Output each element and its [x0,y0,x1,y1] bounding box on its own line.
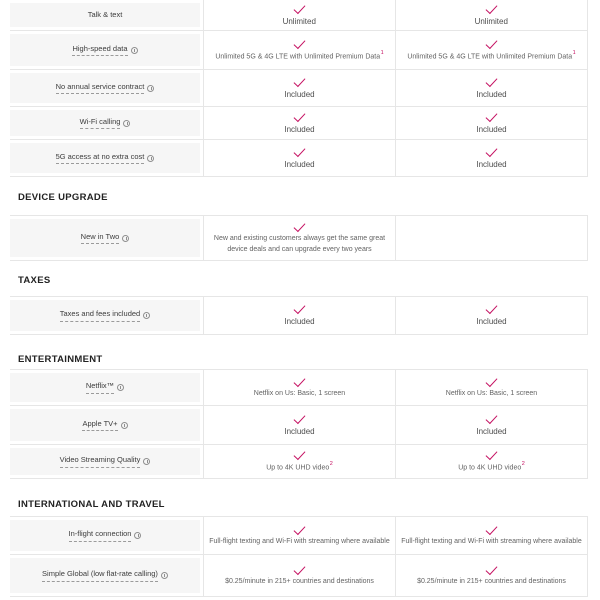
cell-value-text: Unlimited [282,16,316,26]
plan1-cell [203,70,395,106]
section-title: DEVICE UPGRADE [18,192,108,203]
check-icon [294,563,306,575]
check-icon [294,110,306,122]
cell-value-text: $0.25/minute in 215+ countries and destinations [417,577,566,585]
cell-value [208,234,392,254]
feature-label[interactable]: Wi-Fi calling [80,117,121,129]
cell-value-text: Full-flight texting and Wi-Fi with streaming where available [401,537,582,545]
section-title: ENTERTAINMENT [18,354,103,365]
plan1-cell [203,0,395,30]
feature-label[interactable]: 5G access at no extra cost [56,152,145,164]
cell-value-text: Up to 4K UHD video [458,464,522,472]
feature-cell [10,297,203,334]
plan2-cell [395,445,588,478]
info-icon[interactable] [147,155,154,162]
cell-value [476,89,506,101]
plan1-cell [203,370,395,405]
info-icon[interactable] [161,572,168,579]
table-row [10,370,588,405]
check-icon [486,110,498,122]
plan2-cell [395,370,588,405]
cell-value-text: Netflix on Us: Basic, 1 screen [253,389,346,397]
feature-cell [10,31,203,69]
feature-cell [10,555,203,596]
cell-value [283,16,317,28]
info-icon[interactable] [121,422,128,429]
cell-value-text: Included [284,426,315,436]
plan1-cell [203,31,395,69]
cell-value-text: $0.25/minute in 215+ countries and destinations [225,577,374,585]
info-icon[interactable] [123,120,130,127]
check-icon [294,2,306,14]
feature-label[interactable]: Taxes and fees included [60,309,140,321]
cell-value-text: Included [284,124,315,134]
cell-value [284,159,314,171]
check-icon [294,302,306,314]
footnote-marker[interactable]: 1 [572,49,576,56]
check-icon [294,523,306,535]
plan2-cell [395,555,588,596]
cell-value [401,537,582,547]
info-icon[interactable] [143,312,150,319]
cell-value-text: Included [284,159,315,169]
cell-value-text: Unlimited [474,16,508,26]
feature-label[interactable]: Simple Global (low flat-rate calling) [42,569,158,581]
cell-value [417,577,566,587]
plan1-cell [203,140,395,176]
plan2-cell [395,107,588,139]
table-row [10,69,588,106]
feature-label[interactable]: Netflix™ [86,381,114,393]
feature-cell [10,140,203,176]
cell-value [476,124,506,136]
table-row [10,405,588,444]
cell-value-text: Netflix on Us: Basic, 1 screen [445,389,538,397]
cell-value-text: Included [284,317,315,327]
section-title: INTERNATIONAL AND TRAVEL [18,499,165,510]
comparison-table-section [10,296,588,335]
cell-value-text: Included [284,89,315,99]
plan1-cell [203,517,395,554]
info-icon[interactable] [147,85,154,92]
plan1-cell [203,555,395,596]
info-icon[interactable] [131,47,138,54]
feature-cell [10,70,203,106]
cell-value [476,159,506,171]
check-icon [294,75,306,87]
cell-value [266,462,333,473]
cell-value-text: Unlimited 5G & 4G LTE with Unlimited Premium Data [407,53,573,61]
feature-cell [10,216,203,260]
check-icon [486,37,498,49]
footnote-marker[interactable]: 2 [329,461,333,468]
check-icon [486,563,498,575]
cell-value [254,389,345,399]
plan2-cell [395,406,588,444]
plan1-cell [203,107,395,139]
cell-value [215,51,383,62]
plan1-cell [203,216,395,260]
feature-label[interactable]: No annual service contract [56,82,145,94]
comparison-table-section [10,0,588,177]
plan2-cell [395,31,588,69]
feature-cell [10,107,203,139]
plan2-cell [395,216,588,260]
plan2-cell [395,297,588,334]
comparison-table-section [10,215,588,261]
cell-value [476,426,506,438]
cell-value-text: Included [476,89,507,99]
check-icon [294,220,306,232]
cell-value-text: Included [476,159,507,169]
table-row [10,216,588,260]
check-icon [294,412,306,424]
plan1-cell [203,406,395,444]
table-row [10,554,588,596]
cell-value-text: Included [476,426,507,436]
section-title: TAXES [18,275,51,286]
info-icon[interactable] [134,532,141,539]
cell-value [476,316,506,328]
check-icon [294,375,306,387]
feature-label[interactable]: High-speed data [72,44,127,56]
comparison-table-section [10,369,588,479]
table-row [10,139,588,176]
check-icon [294,37,306,49]
check-icon [486,145,498,157]
plan2-cell [395,0,588,30]
feature-label: Talk & text [87,9,123,19]
cell-value-text: Up to 4K UHD video [266,464,330,472]
feature-label[interactable]: In-flight connection [69,529,132,541]
check-icon [486,75,498,87]
cell-value [225,577,374,587]
footnote-marker[interactable]: 2 [521,461,525,468]
table-row [10,517,588,554]
comparison-table-section [10,516,588,597]
cell-value [475,16,509,28]
cell-value [458,462,525,473]
cell-value-text: Included [476,317,507,327]
info-icon[interactable] [122,235,129,242]
check-icon [294,448,306,460]
feature-cell [10,517,203,554]
footnote-marker[interactable]: 1 [380,49,384,56]
table-row [10,30,588,69]
plan2-cell [395,517,588,554]
cell-value [284,426,314,438]
check-icon [486,523,498,535]
check-icon [486,375,498,387]
table-row [10,0,588,30]
feature-cell [10,445,203,478]
info-icon[interactable] [143,458,150,465]
feature-label[interactable]: Apple TV+ [82,419,117,431]
check-icon [486,448,498,460]
feature-cell [10,370,203,405]
table-row [10,106,588,139]
plan1-cell [203,297,395,334]
feature-label[interactable]: Video Streaming Quality [60,455,141,467]
plan-comparison-page [10,0,588,597]
cell-value [446,389,537,399]
table-row [10,297,588,334]
plan1-cell [203,445,395,478]
feature-cell [10,406,203,444]
check-icon [486,412,498,424]
cell-value [284,124,314,136]
feature-cell [10,0,203,30]
cell-value-text: New and existing customers always get the same great device deals and can upgrade every two years [213,235,386,253]
table-row [10,444,588,478]
cell-value [209,537,390,547]
plan2-cell [395,70,588,106]
info-icon[interactable] [117,384,124,391]
cell-value [284,89,314,101]
check-icon [486,2,498,14]
cell-value [284,316,314,328]
cell-value-text: Included [476,124,507,134]
check-icon [486,302,498,314]
cell-value-text: Full-flight texting and Wi-Fi with streaming where available [209,537,390,545]
cell-value-text: Unlimited 5G & 4G LTE with Unlimited Premium Data [215,53,381,61]
cell-value [407,51,575,62]
feature-label[interactable]: New in Two [81,232,120,244]
check-icon [294,145,306,157]
plan2-cell [395,140,588,176]
